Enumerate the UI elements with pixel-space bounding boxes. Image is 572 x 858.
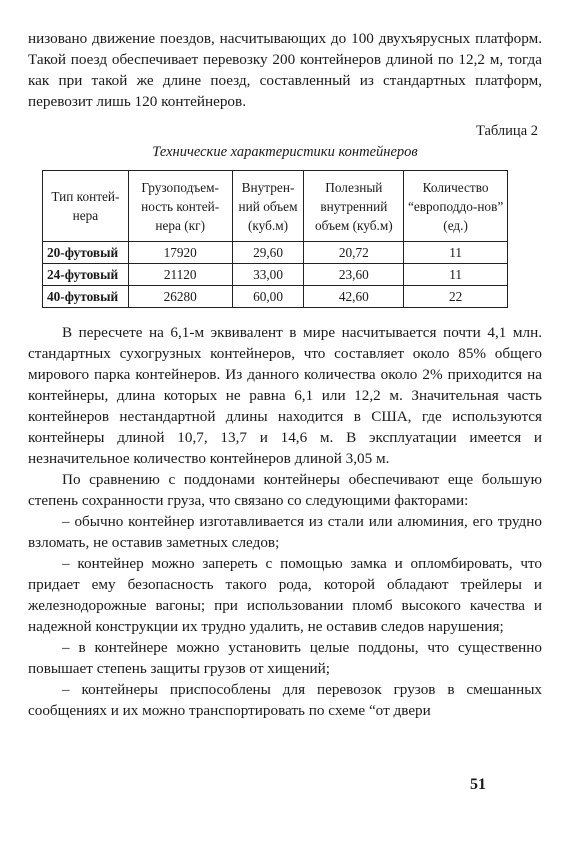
body-text xyxy=(28,322,542,721)
table-title: Технические характеристики контейнеров xyxy=(152,144,418,160)
table-header-row xyxy=(43,171,508,242)
page-number: 51 xyxy=(470,776,486,793)
list-item: – обычно контейнер изготавливается из стали или алюминия, его трудно взломать, не оставив заметных следов; xyxy=(28,513,542,551)
table-cell-type: 20-футовый xyxy=(43,242,129,264)
table-cell: 60,00 xyxy=(232,286,304,308)
table-cell: 29,60 xyxy=(232,242,304,264)
list-item: – в контейнере можно установить целые поддоны, что существенно повышает степень защиты грузов от хищений; xyxy=(28,639,542,677)
header-capacity: Грузоподъем-ность контей-нера (кг) xyxy=(128,171,232,242)
table-row xyxy=(43,264,508,286)
table-number: Таблица 2 xyxy=(475,123,538,139)
table-cell: 26280 xyxy=(128,286,232,308)
list-item: – контейнер можно запереть с помощью замка и опломбировать, что придает ему безопасность такого рода, которой обладают трейлеры и железнодорожные вагоны; при использовании пломб высокого качества и надежной конструкции их трудно удалить, не оставив следов нарушения; xyxy=(28,555,542,635)
table-cell-type: 24-футовый xyxy=(43,264,129,286)
table-cell: 33,00 xyxy=(232,264,304,286)
table-cell: 17920 xyxy=(128,242,232,264)
table-cell: 21120 xyxy=(128,264,232,286)
table-cell: 22 xyxy=(404,286,508,308)
table-cell: 11 xyxy=(404,242,508,264)
list-item: – контейнеры приспособлены для перевозок грузов в смешанных сообщениях и их можно транспортировать по схеме “от двери xyxy=(28,681,542,719)
container-specs-table xyxy=(42,170,508,308)
table-row xyxy=(43,242,508,264)
book-page xyxy=(28,28,542,721)
table-cell: 23,60 xyxy=(304,264,404,286)
paragraph: По сравнению с поддонами контейнеры обеспечивают еще большую степень сохранности груза, что связано со следующими факторами: xyxy=(28,471,542,509)
table-row xyxy=(43,286,508,308)
table-cell: 20,72 xyxy=(304,242,404,264)
table-cell: 42,60 xyxy=(304,286,404,308)
table-cell: 11 xyxy=(404,264,508,286)
header-volume: Внутрен-ний объем (куб.м) xyxy=(232,171,304,242)
paragraph-intro: низовано движение поездов, насчитывающих до 100 двухъярусных платформ. Такой поезд обеспечивает перевозку 200 контейнеров длиной по 12,2 м, тогда как при такой же длине поезд, составленный из стандартных платформ, перевозит лишь 120 контейнеров. xyxy=(28,30,542,110)
table-cell-type: 40-футовый xyxy=(43,286,129,308)
paragraph: В пересчете на 6,1-м эквивалент в мире насчитывается почти 4,1 млн. стандартных сухогрузных контейнеров, что составляет около 85% общего мирового парка контейнеров. Из данного количества около 2% приходится на контейнеры, длина которых не равна 6,1 или 12,2 м. Значительная часть контейнеров нестандартной длины находится в США, где используются контейнеры длиной 10,7, 13,7 и 14,6 м. В эксплуатации имеется и незначительное количество контейнеров длиной 3,05 м. xyxy=(28,324,542,467)
header-type: Тип контей-нера xyxy=(43,171,129,242)
header-pallets: Количество “европоддо-нов” (ед.) xyxy=(404,171,508,242)
header-useful-volume: Полезный внутренний объем (куб.м) xyxy=(304,171,404,242)
